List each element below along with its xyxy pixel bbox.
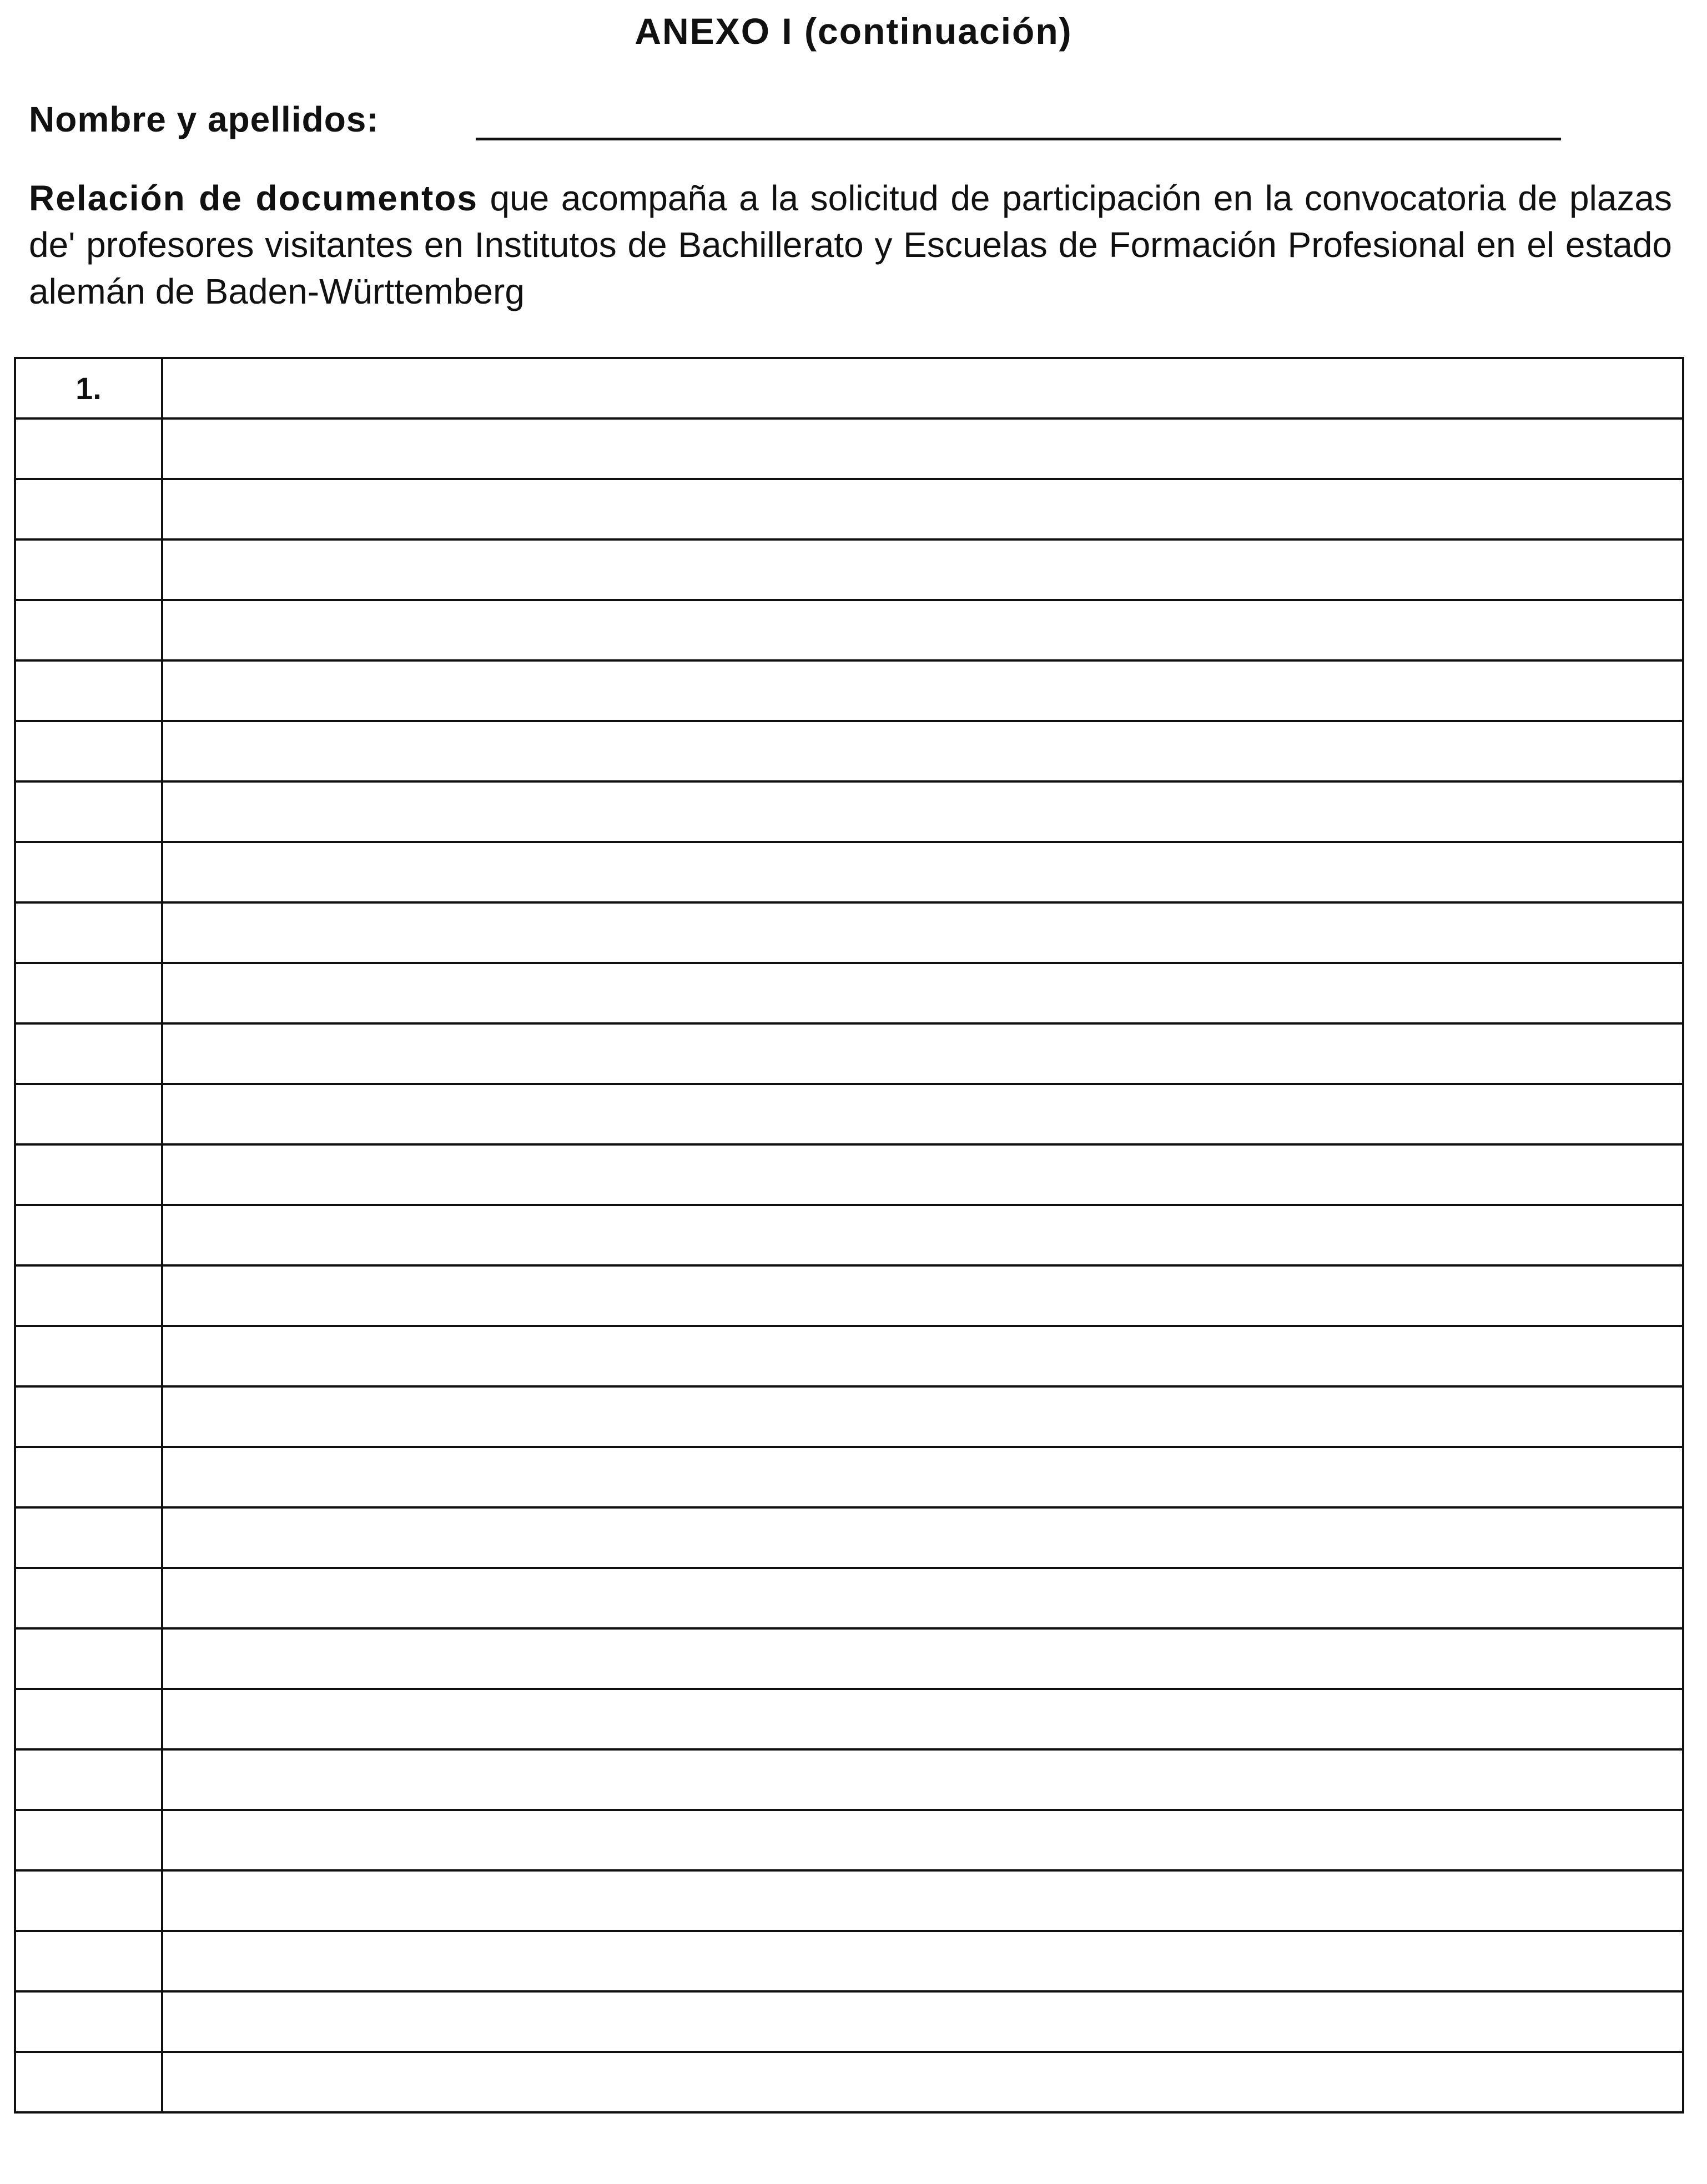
table-row: [15, 1265, 1683, 1326]
row-number-cell[interactable]: [15, 721, 162, 781]
table-row: [15, 1931, 1683, 1991]
row-number-cell[interactable]: [15, 1749, 162, 1810]
page-title: ANEXO I (continuación): [635, 11, 1072, 52]
row-number-cell[interactable]: [15, 418, 162, 479]
document-cell[interactable]: [162, 1628, 1683, 1689]
name-field-row: [29, 99, 1561, 149]
row-number-cell[interactable]: [15, 1144, 162, 1205]
document-cell[interactable]: [162, 1507, 1683, 1568]
row-number-cell[interactable]: [15, 1931, 162, 1991]
document-cell[interactable]: [162, 1749, 1683, 1810]
row-number-cell[interactable]: [15, 1507, 162, 1568]
row-number-cell[interactable]: [15, 1205, 162, 1265]
table-row: [15, 1205, 1683, 1265]
document-cell[interactable]: [162, 781, 1683, 842]
row-number-cell[interactable]: [15, 660, 162, 721]
document-cell[interactable]: [162, 539, 1683, 600]
table-row: [15, 1386, 1683, 1447]
table-row: [15, 1326, 1683, 1386]
document-cell[interactable]: [162, 1386, 1683, 1447]
table-row: [15, 358, 1683, 418]
row-number-cell[interactable]: [15, 1628, 162, 1689]
row-number-cell[interactable]: 1.: [15, 358, 162, 418]
document-cell[interactable]: [162, 1810, 1683, 1870]
table-row: [15, 1568, 1683, 1628]
table-row: [15, 781, 1683, 842]
table-row: [15, 1810, 1683, 1870]
documents-description: [29, 175, 1672, 315]
document-cell[interactable]: [162, 479, 1683, 539]
document-cell[interactable]: [162, 358, 1683, 418]
document-cell[interactable]: [162, 1265, 1683, 1326]
document-cell[interactable]: [162, 1568, 1683, 1628]
document-cell[interactable]: [162, 1931, 1683, 1991]
row-number-cell[interactable]: [15, 1991, 162, 2052]
table-row: [15, 721, 1683, 781]
row-number-cell[interactable]: [15, 1870, 162, 1931]
document-cell[interactable]: [162, 1689, 1683, 1749]
document-cell[interactable]: [162, 1084, 1683, 1144]
table-row: [15, 1144, 1683, 1205]
document-cell[interactable]: [162, 2052, 1683, 2112]
row-number-cell[interactable]: [15, 1568, 162, 1628]
name-field-label: Nombre y apellidos:: [29, 99, 379, 139]
row-number-cell[interactable]: [15, 842, 162, 902]
row-number-cell[interactable]: [15, 479, 162, 539]
table-row: [15, 1023, 1683, 1084]
document-cell[interactable]: [162, 842, 1683, 902]
document-cell[interactable]: [162, 1144, 1683, 1205]
document-cell[interactable]: [162, 963, 1683, 1023]
documents-table-body: [15, 358, 1683, 2112]
row-number-cell[interactable]: [15, 1023, 162, 1084]
table-row: [15, 539, 1683, 600]
row-number-cell[interactable]: [15, 1386, 162, 1447]
document-cell[interactable]: [162, 660, 1683, 721]
documents-table: [14, 357, 1684, 2114]
document-cell[interactable]: [162, 600, 1683, 660]
table-row: [15, 1870, 1683, 1931]
table-row: [15, 418, 1683, 479]
document-cell[interactable]: [162, 418, 1683, 479]
row-number-cell[interactable]: [15, 963, 162, 1023]
table-row: [15, 1749, 1683, 1810]
table-row: [15, 479, 1683, 539]
row-number-cell[interactable]: [15, 1810, 162, 1870]
table-row: [15, 2052, 1683, 2112]
document-cell[interactable]: [162, 1447, 1683, 1507]
description-text: que acompaña a la solicitud de participación en la convocatoria de plazas de' profesores visitantes en Institutos de Bachillerato y Escuelas de Formación Profesional en el estado alemán de Baden-Württemberg: [29, 178, 1673, 311]
document-cell[interactable]: [162, 1870, 1683, 1931]
document-cell[interactable]: [162, 1991, 1683, 2052]
table-row: [15, 660, 1683, 721]
row-number-cell[interactable]: [15, 902, 162, 963]
table-row: [15, 1628, 1683, 1689]
row-number-cell[interactable]: [15, 1265, 162, 1326]
row-number-cell[interactable]: [15, 600, 162, 660]
table-row: [15, 1689, 1683, 1749]
row-number-cell[interactable]: [15, 1084, 162, 1144]
table-row: [15, 1991, 1683, 2052]
name-field-line[interactable]: [476, 138, 1561, 140]
table-row: [15, 600, 1683, 660]
table-row: [15, 1507, 1683, 1568]
row-number-cell[interactable]: [15, 781, 162, 842]
document-cell[interactable]: [162, 721, 1683, 781]
table-row: [15, 1447, 1683, 1507]
document-cell[interactable]: [162, 1205, 1683, 1265]
document-cell[interactable]: [162, 902, 1683, 963]
table-row: [15, 963, 1683, 1023]
table-row: [15, 1084, 1683, 1144]
table-row: [15, 842, 1683, 902]
row-number-cell[interactable]: [15, 1689, 162, 1749]
table-row: [15, 902, 1683, 963]
description-lead: Relación de documentos: [29, 178, 478, 218]
row-number-cell[interactable]: [15, 1447, 162, 1507]
document-cell[interactable]: [162, 1023, 1683, 1084]
row-number-cell[interactable]: [15, 539, 162, 600]
row-number-cell[interactable]: [15, 1326, 162, 1386]
row-number-cell[interactable]: [15, 2052, 162, 2112]
document-cell[interactable]: [162, 1326, 1683, 1386]
